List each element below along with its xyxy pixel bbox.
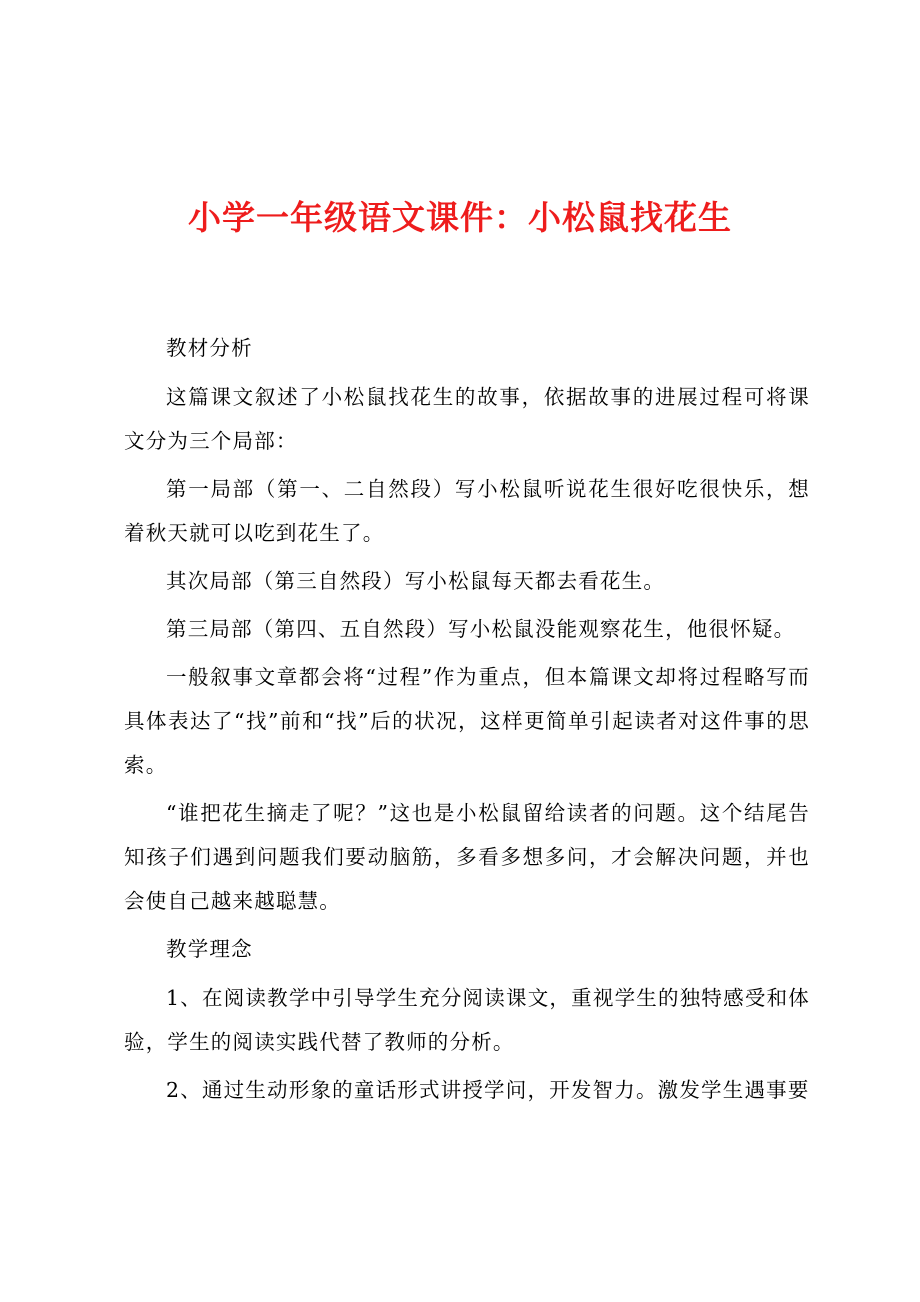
paragraph-part-three: 第三局部（第四、五自然段）写小松鼠没能观察花生，他很怀疑。 <box>166 617 796 641</box>
document-body <box>124 326 810 1116</box>
paragraph-philosophy-item-2: 2、通过生动形象的童话形式讲授学问，开发智力。激发学生遇事要 <box>166 1078 810 1102</box>
paragraph-part-two: 其次局部（第三自然段）写小松鼠每天都去看花生。 <box>166 569 666 593</box>
paragraph-philosophy-item-1: 1、在阅读教学中引导学生充分阅读课文，重视学生的独特感受和体验，学生的阅读实践代替了教师的分析。 <box>124 986 810 1054</box>
section-heading-material-analysis: 教材分析 <box>166 336 253 360</box>
paragraph-part-one: 第一局部（第一、二自然段）写小松鼠听说花生很好吃很快乐，想着秋天就可以吃到花生了。 <box>124 477 810 545</box>
paragraph-narrative-focus: 一般叙事文章都会将“过程”作为重点，但本篇课文却将过程略写而具体表达了“找”前和“找”后的状况，这样更简单引起读者对这件事的思索。 <box>124 665 810 777</box>
paragraph-ending-question: “谁把花生摘走了呢？”这也是小松鼠留给读者的问题。这个结尾告知孩子们遇到问题我们要动脑筋，多看多想多问，才会解决问题，并也会使自己越来越聪慧。 <box>124 801 810 913</box>
paragraph-overview: 这篇课文叙述了小松鼠找花生的故事，依据故事的进展过程可将课文分为三个局部： <box>124 385 810 453</box>
document-title: 小学一年级语文课件：小松鼠找花生 <box>188 198 732 237</box>
section-heading-teaching-philosophy: 教学理念 <box>166 937 253 961</box>
